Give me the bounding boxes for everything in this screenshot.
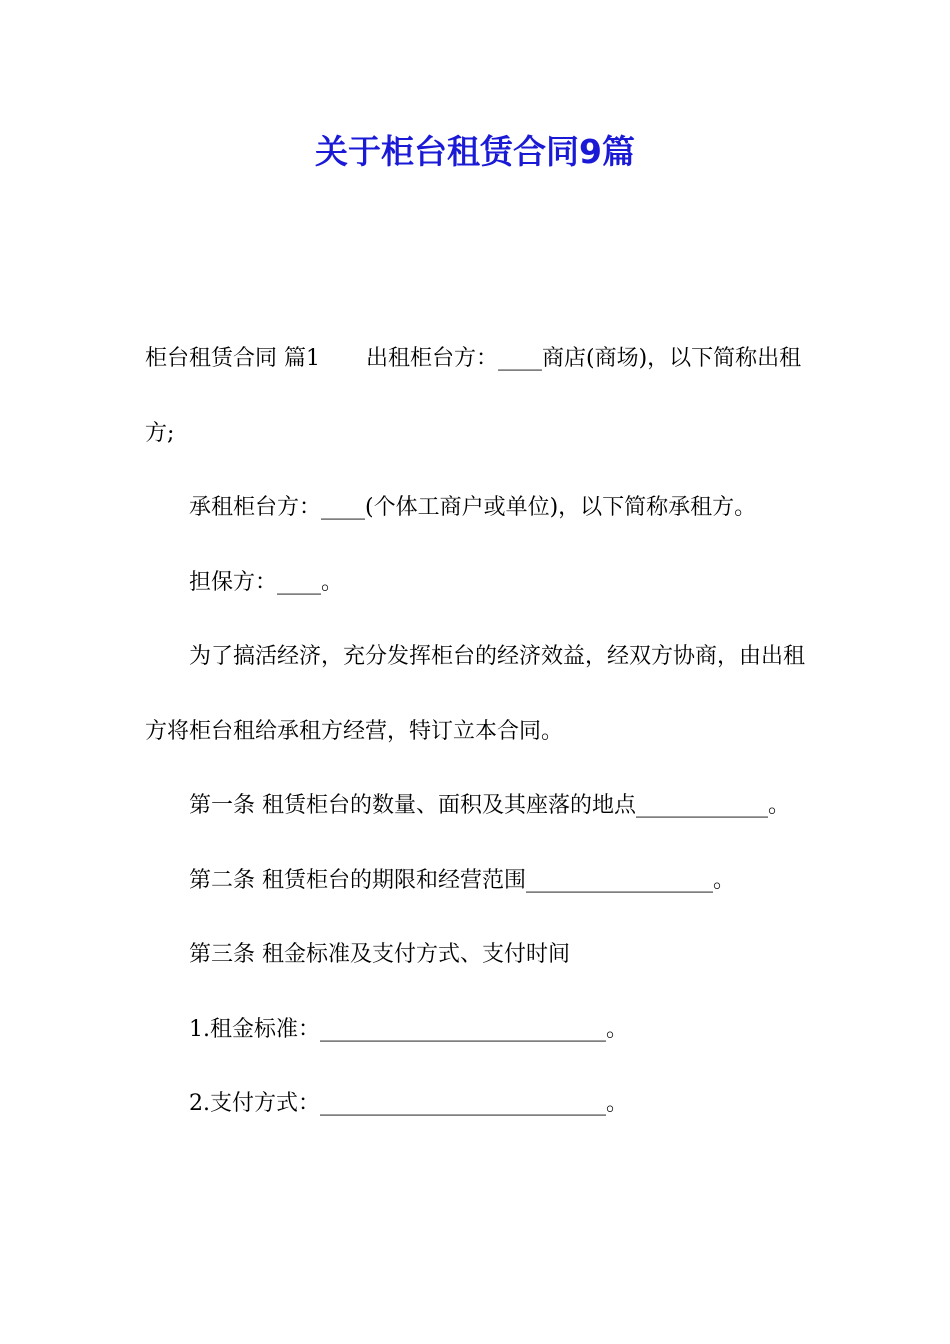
article-3-item-2: 2.支付方式：__________________________。 (189, 1091, 628, 1116)
document-title: 关于柜台租赁合同9篇 (315, 132, 635, 171)
paragraph-lessor (145, 322, 810, 471)
paragraph-guarantor: 担保方：____。 (189, 569, 344, 595)
paragraph-purpose: 为了搞活经济，充分发挥柜台的经济效益，经双方协商，由出租方将柜台租给承租方经营，特订立本合同。 (145, 644, 806, 744)
article-3: 第三条 租金标准及支付方式、支付时间 (189, 942, 570, 967)
section-heading: 柜台租赁合同 篇1 (145, 346, 320, 371)
document-body (145, 322, 810, 1142)
article-3-item-1: 1.租金标准：__________________________。 (189, 1016, 628, 1042)
paragraph-lessee: 承租柜台方：____(个体工商户或单位)，以下简称承租方。 (189, 495, 757, 520)
article-1: 第一条 租赁柜台的数量、面积及其座落的地点____________。 (189, 793, 790, 818)
paragraph-text: 出租柜台方：____商店(商场)，以下简称出租方; (145, 346, 802, 446)
article-2: 第二条 租赁柜台的期限和经营范围_________________。 (189, 867, 735, 893)
